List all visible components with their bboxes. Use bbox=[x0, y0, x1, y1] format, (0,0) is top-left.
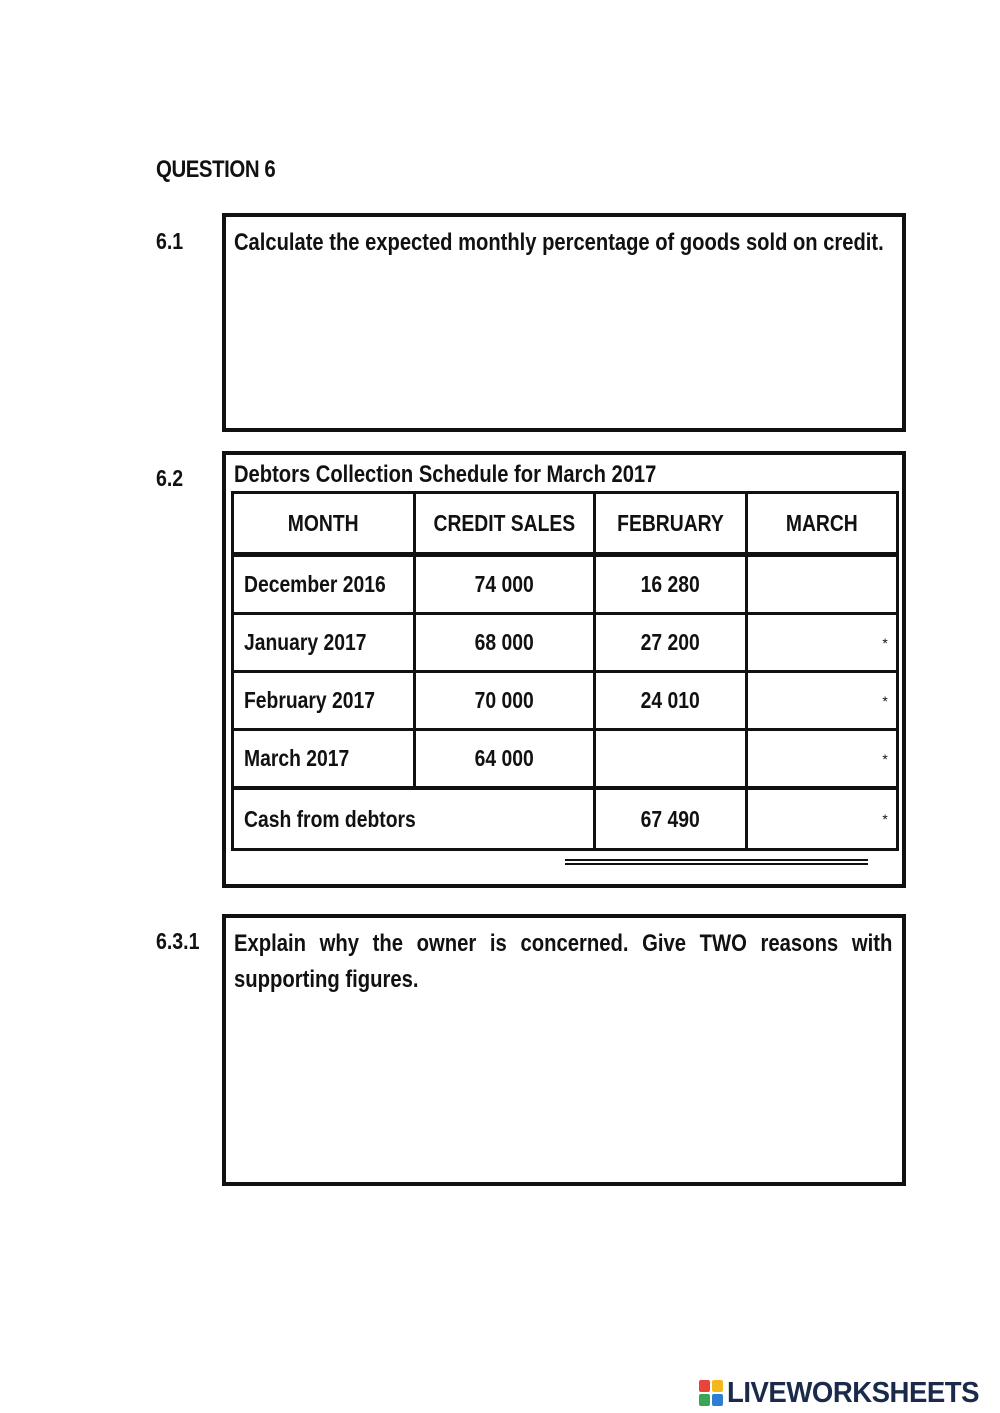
month-cell: February 2017 bbox=[233, 672, 415, 730]
credit-sales-cell: 64 000 bbox=[414, 730, 594, 789]
march-answer-cell[interactable]: * bbox=[746, 672, 897, 730]
february-cell: 16 280 bbox=[594, 555, 746, 614]
liveworksheets-logo bbox=[699, 1375, 992, 1411]
table-header-row bbox=[233, 493, 898, 555]
month-cell: January 2017 bbox=[233, 614, 415, 672]
credit-sales-cell: 74 000 bbox=[414, 555, 594, 614]
total-february-cell: 67 490 bbox=[594, 788, 746, 850]
schedule-caption: Debtors Collection Schedule for March 2017 bbox=[234, 461, 657, 488]
february-cell: 27 200 bbox=[594, 614, 746, 672]
question-title: QUESTION 6 bbox=[156, 156, 276, 183]
answer-box-6-3-1[interactable] bbox=[222, 914, 906, 1186]
credit-sales-cell: 70 000 bbox=[414, 672, 594, 730]
question-text-6-3-1: Explain why the owner is concerned. Give TWO reasons with supporting figures. bbox=[234, 930, 893, 993]
table-row bbox=[233, 555, 898, 614]
table-row bbox=[233, 730, 898, 789]
question-number-6-3-1: 6.3.1 bbox=[156, 928, 200, 954]
table-row bbox=[233, 614, 898, 672]
month-cell: March 2017 bbox=[233, 730, 415, 789]
february-cell: 24 010 bbox=[594, 672, 746, 730]
february-answer-cell[interactable] bbox=[594, 730, 746, 789]
header-credit-sales: CREDIT SALES bbox=[414, 493, 594, 555]
total-label: Cash from debtors bbox=[233, 788, 595, 850]
question-number-6-2: 6.2 bbox=[156, 465, 184, 491]
total-march-answer-cell[interactable]: * bbox=[746, 788, 897, 850]
march-answer-cell[interactable]: * bbox=[746, 730, 897, 789]
question-text-6-1: Calculate the expected monthly percentage of goods sold on credit. bbox=[234, 229, 884, 256]
debtors-collection-table bbox=[231, 491, 899, 851]
liveworksheets-logo-icon bbox=[699, 1380, 723, 1406]
march-answer-cell[interactable] bbox=[746, 555, 897, 614]
table-row bbox=[233, 672, 898, 730]
march-answer-cell[interactable]: * bbox=[746, 614, 897, 672]
month-cell: December 2016 bbox=[233, 555, 415, 614]
header-month: MONTH bbox=[233, 493, 415, 555]
question-number-6-1: 6.1 bbox=[156, 228, 184, 254]
total-double-underline bbox=[565, 859, 868, 865]
credit-sales-cell: 68 000 bbox=[414, 614, 594, 672]
liveworksheets-logo-text: LIVEWORKSHEETS bbox=[726, 1376, 979, 1409]
header-february: FEBRUARY bbox=[594, 493, 746, 555]
answer-box-6-1[interactable] bbox=[222, 213, 906, 432]
total-row bbox=[233, 788, 898, 850]
header-march: MARCH bbox=[746, 493, 897, 555]
